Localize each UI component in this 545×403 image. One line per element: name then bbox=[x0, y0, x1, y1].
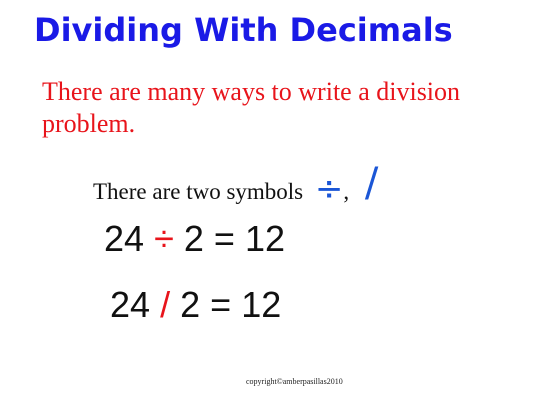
equation-quotient: 12 bbox=[241, 284, 282, 325]
equation-slash bbox=[110, 285, 281, 325]
symbols-comma: , bbox=[343, 179, 350, 204]
equation-dividend: 24 bbox=[104, 218, 145, 259]
symbols-line bbox=[93, 160, 379, 212]
equation-equals: = bbox=[213, 218, 235, 259]
slash-symbol: / bbox=[364, 160, 379, 206]
equation-divisor: 2 bbox=[180, 284, 201, 325]
equation-divide bbox=[104, 219, 285, 259]
divide-symbol: ÷ bbox=[314, 169, 344, 209]
copyright-notice: copyright©amberpasillas2010 bbox=[246, 377, 343, 386]
equation-equals: = bbox=[210, 284, 232, 325]
equation-divisor: 2 bbox=[183, 218, 204, 259]
equation-operator: ÷ bbox=[154, 218, 174, 259]
slide-subtitle: There are many ways to write a division problem. bbox=[42, 77, 461, 138]
symbols-text: There are two symbols bbox=[93, 179, 304, 204]
equation-quotient: 12 bbox=[244, 218, 285, 259]
equation-dividend: 24 bbox=[110, 284, 151, 325]
slide-title: Dividing With Decimals bbox=[34, 11, 453, 49]
equation-operator: / bbox=[160, 284, 171, 325]
